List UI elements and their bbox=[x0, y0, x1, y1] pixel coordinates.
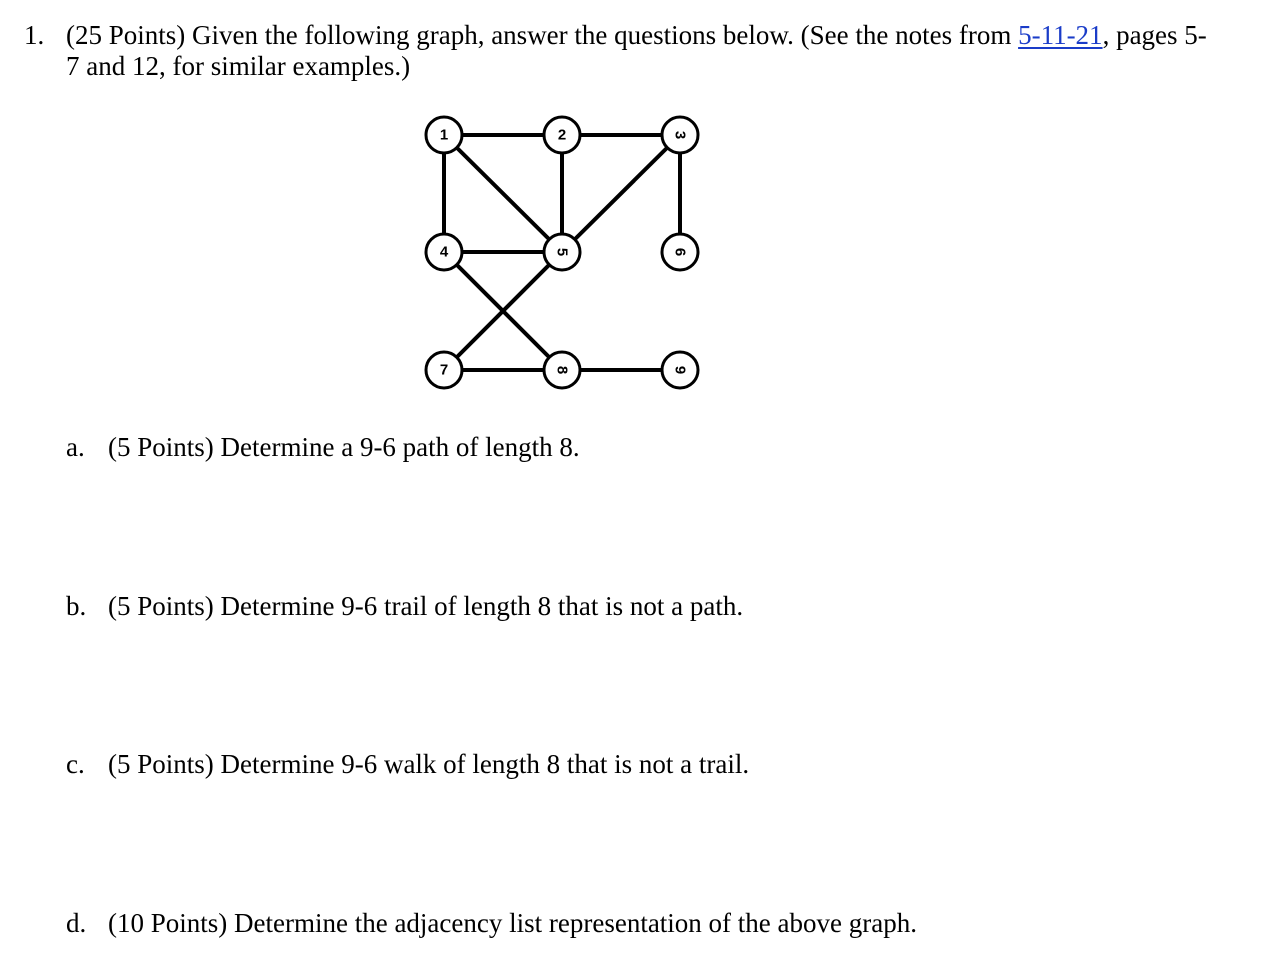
part-a-text: (5 Points) Determine a 9-6 path of length 8. bbox=[108, 432, 580, 462]
part-b-text: (5 Points) Determine 9-6 trail of length 8 that is not a path. bbox=[108, 591, 744, 621]
notes-link[interactable]: 5-11-21 bbox=[1018, 20, 1103, 50]
node-5 bbox=[544, 234, 580, 270]
edge-3-5 bbox=[562, 135, 680, 252]
node-label-7: 7 bbox=[439, 361, 449, 379]
node-9 bbox=[662, 352, 698, 388]
graph-diagram bbox=[0, 0, 1262, 430]
part-c-letter: c. bbox=[66, 749, 85, 779]
part-a-letter: a. bbox=[66, 432, 85, 462]
node-8 bbox=[544, 352, 580, 388]
part-b-letter: b. bbox=[66, 591, 87, 621]
question-suffix: , pages 5- bbox=[1102, 20, 1207, 50]
edge-1-5 bbox=[444, 135, 562, 252]
node-label-5: 5 bbox=[553, 247, 571, 257]
question-prefix: (25 Points) Given the following graph, answer the questions below. (See the notes from bbox=[66, 20, 1019, 50]
node-label-4: 4 bbox=[439, 243, 449, 261]
node-label-3: 3 bbox=[671, 130, 689, 140]
node-6 bbox=[662, 234, 698, 270]
part-d bbox=[66, 908, 917, 939]
part-d-letter: d. bbox=[66, 908, 87, 938]
node-label-1: 1 bbox=[439, 126, 449, 144]
part-c-text: (5 Points) Determine 9-6 walk of length 8 that is not a trail. bbox=[108, 749, 750, 779]
node-label-9: 9 bbox=[671, 365, 689, 375]
node-3 bbox=[662, 117, 698, 153]
part-d-text: (10 Points) Determine the adjacency list representation of the above graph. bbox=[108, 908, 917, 938]
node-label-2: 2 bbox=[557, 126, 567, 144]
node-4 bbox=[426, 234, 462, 270]
part-a bbox=[66, 432, 580, 463]
node-2 bbox=[544, 117, 580, 153]
node-label-6: 6 bbox=[671, 247, 689, 257]
node-7 bbox=[426, 352, 462, 388]
part-c bbox=[66, 749, 749, 780]
part-b bbox=[66, 591, 743, 622]
question-line-2: 7 and 12, for similar examples.) bbox=[66, 51, 411, 81]
question-number: 1. bbox=[24, 20, 45, 50]
node-label-8: 8 bbox=[553, 365, 571, 375]
node-1 bbox=[426, 117, 462, 153]
